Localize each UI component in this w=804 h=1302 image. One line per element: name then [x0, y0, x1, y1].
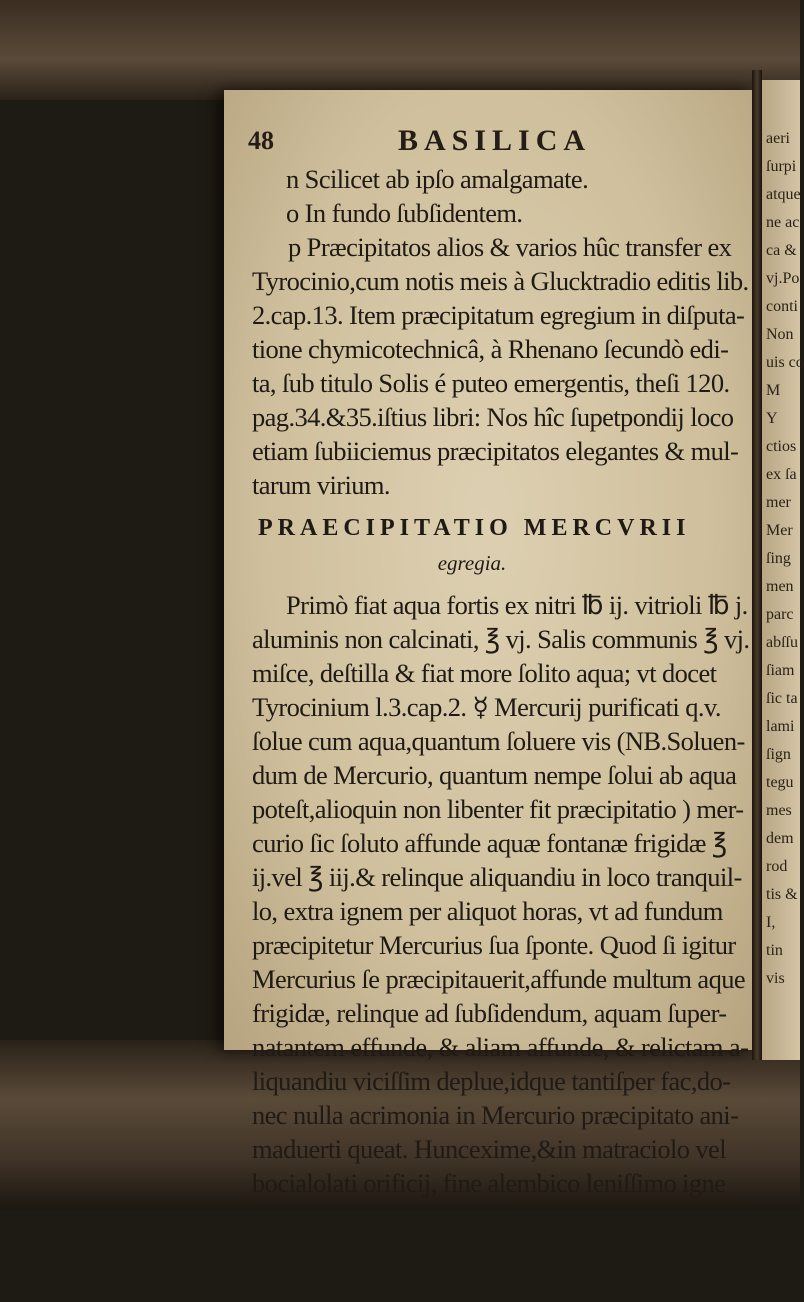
paragraph-line: ſolue cum aqua,quantum ſoluere vis (NB.Soluen-: [252, 726, 745, 756]
facing-page-fragment: ex ſa: [766, 466, 797, 483]
paragraph-line: aluminis non calcinati, ℥ vj. Salis communis ℥ vj.: [252, 624, 750, 654]
facing-page-fragment: atque: [766, 186, 801, 203]
facing-page-fragment: tegu: [766, 774, 794, 791]
facing-page-fragment: tis &: [766, 886, 798, 903]
facing-page-fragment: vis: [766, 970, 785, 987]
facing-page-fragment: men: [766, 578, 794, 595]
book-gutter: [752, 70, 762, 1060]
facing-page-fragment: ctios: [766, 438, 797, 455]
note-line: o In fundo ſubſidentem.: [286, 198, 523, 228]
facing-page-fragment: ſic ta: [766, 690, 798, 707]
paragraph-line: digere, vſque ad ſiccitatem. Puluerem exſiccatum: [252, 1202, 742, 1232]
running-title: BASILICA: [398, 124, 592, 157]
facing-page-fragment: ne ac: [766, 214, 800, 231]
paragraph-line: præcipitetur Mercurius ſua ſponte. Quod ſi igitur: [252, 930, 736, 960]
paragraph-line: liquandiu viciſſim deplue,idque tantiſper fac,do-: [252, 1066, 731, 1096]
note-line: etiam ſubiiciemus præcipitatos elegantes & mul-: [252, 436, 739, 466]
facing-page-fragment: ſurpi: [766, 158, 797, 175]
facing-page-fragment: M: [766, 382, 781, 399]
paragraph-line: poteſt,alioquin non libenter fit præcipitatio ) mer-: [252, 794, 744, 824]
running-head: [248, 124, 728, 160]
facing-page-fragment: ſing: [766, 550, 791, 567]
paragraph-line: maduerti queat. Huncexime,&in matraciolo vel: [252, 1134, 726, 1164]
facing-page-fragment: rod: [766, 858, 788, 875]
paragraph-line: exime, & ad partem vnam huius præcipitati adde: [252, 1236, 742, 1266]
facing-page-fragment: Mer: [766, 522, 793, 539]
note-line: tione chymicotechnicâ, à Rhenano ſecundò edi-: [252, 334, 729, 364]
section-subheading: egregia.: [437, 551, 507, 575]
facing-page-fragment: parc: [766, 606, 794, 623]
catchword: aceti: [636, 1272, 682, 1298]
note-line: 2.cap.13. Item præcipitatum egregium in diſputa-: [252, 300, 745, 330]
facing-page-fragment: I,: [766, 914, 776, 931]
facing-page-fragment: aeri: [766, 130, 790, 147]
page-number: 48: [248, 126, 274, 155]
facing-page-fragment: abſſu: [766, 634, 798, 651]
facing-page-fragment: mes: [766, 802, 792, 819]
note-line: tarum virium.: [252, 470, 390, 500]
note-line: n Scilicet ab ipſo amalgamate.: [286, 164, 589, 194]
note-line: ta, ſub titulo Solis é puteo emergentis, theſi 120.: [252, 368, 730, 398]
note-line: p Præcipitatos alios & varios hûc transfer ex: [288, 232, 732, 262]
paragraph-line: lo, extra ignem per aliquot horas, vt ad fundum: [252, 896, 723, 926]
facing-page-fragment: ca &: [766, 242, 797, 259]
facing-page-fragment: uis co: [766, 354, 804, 371]
paragraph-line: nec nulla acrimonia in Mercurio præcipitato ani-: [252, 1100, 739, 1130]
paragraph-line: Primò fiat aqua fortis ex nitri ℔ ij. vitrioli ℔ j.: [286, 590, 748, 620]
paragraph-line: bocialolati orificij, fine alembico leniſſimo igne: [252, 1168, 726, 1198]
note-line: Tyrocinio,cum notis meis à Glucktradio editis lib.: [252, 266, 749, 296]
facing-page-fragment: vj.Po: [766, 270, 800, 287]
facing-page-fragment: conti: [766, 298, 798, 315]
note-line: pag.34.&35.iſtius libri: Nos hîc ſupetpondij loco: [252, 402, 734, 432]
facing-page-edge: [762, 80, 804, 1060]
facing-page-fragment: Y: [766, 410, 778, 427]
section-heading: PRAECIPITATIO MERCVRII: [258, 515, 691, 541]
paragraph-line: ij.vel ℥ iij.& relinque aliquandiu in loco tranquil-: [252, 862, 742, 892]
paragraph-line: natantem effunde, & aliam affunde, & relictam a-: [252, 1032, 749, 1062]
facing-page-fragment: dem: [766, 830, 794, 847]
page-body: [252, 162, 752, 1302]
paragraph-line: curio ſic ſoluto affunde aquæ fontanæ frigidæ ℥: [252, 828, 727, 858]
paragraph-line: dum de Mercurio, quantum nempe ſolui ab aqua: [252, 760, 737, 790]
facing-page-fragment: ſiam: [766, 662, 795, 679]
facing-page-fragment: Non: [766, 326, 794, 343]
paragraph-line: Tyrocinium l.3.cap.2. ☿ Mercurij purificati q.v.: [252, 692, 721, 722]
paragraph-line: miſce, deſtilla & fiat more ſolito aqua; vt docet: [252, 658, 717, 688]
facing-page-fragment: lami: [766, 718, 795, 735]
facing-page-fragment: tin: [766, 942, 783, 959]
paragraph-line: frigidæ, relinque ad ſubſidendum, aquam ſuper-: [252, 998, 727, 1028]
paragraph-line: Mercurius ſe præcipitauerit,affunde multum aque: [252, 964, 746, 994]
facing-page-fragment: mer: [766, 494, 791, 511]
facing-page-fragment: ſign: [766, 746, 791, 763]
scan-top-edge: [0, 0, 800, 100]
